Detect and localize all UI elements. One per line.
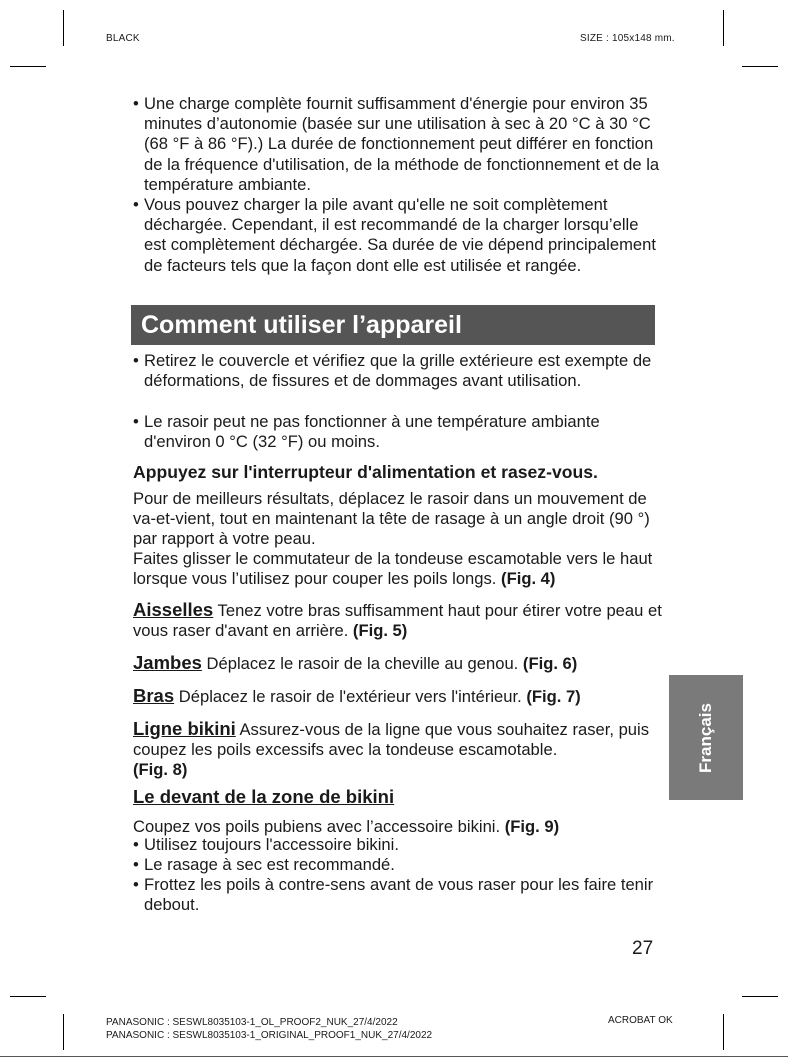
page-number: 27 [632, 938, 654, 959]
fig-ref: (Fig. 4) [501, 569, 556, 589]
section-title: Comment utiliser l’appareil [131, 305, 655, 345]
crop-mark-top-left-h [10, 66, 46, 67]
bikini-front-term: Le devant de la zone de bikini [133, 786, 395, 807]
instruction-paragraph-1: Pour de meilleurs résultats, déplacez le rasoir dans un mouvement de va-et-vient, tout en maintenant la tête de rasage à un angle droit (90 °) par rapport à votre peau. [133, 489, 650, 549]
area-term: Ligne bikini [133, 718, 236, 739]
size-label: SIZE : 105x148 mm. [580, 33, 675, 44]
area-arms [133, 686, 663, 707]
bikini-bullet-dry: • Le rasage à sec est recommandé. [133, 855, 663, 875]
area-text: Déplacez le rasoir de la cheville au genou. [201, 654, 523, 673]
bikini-front-heading [133, 787, 663, 808]
instruction-paragraph-2 [133, 549, 663, 589]
usage-bullet-temperature: • Le rasoir peut ne pas fonctionner à une température ambiante d'environ 0 °C (32 °F) ou moins. [133, 412, 663, 452]
color-label: BLACK [106, 33, 140, 44]
footer-proof-line-1: PANASONIC : SESWL8035103-1_OL_PROOF2_NUK_27/4/2022 [106, 1017, 398, 1028]
fig-ref: (Fig. 6) [522, 654, 578, 673]
area-legs [133, 653, 663, 674]
bikini-bullet-rub: • Frottez les poils à contre-sens avant de vous raser pour les faire tenir debout. [133, 875, 663, 915]
fig-ref: (Fig. 9) [504, 817, 560, 836]
power-subheading: Appuyez sur l'interrupteur d'alimentation et rasez-vous. [133, 462, 598, 482]
area-term: Bras [133, 685, 175, 706]
crop-mark-top-right-h [742, 66, 778, 67]
fig-ref: (Fig. 8) [133, 760, 188, 780]
bikini-bullet-accessory: • Utilisez toujours l'accessoire bikini. [133, 835, 663, 855]
fig-ref: (Fig. 7) [526, 687, 581, 706]
crop-mark-top-left-v [63, 10, 64, 46]
crop-mark-top-right-v [723, 10, 724, 46]
footer-status: ACROBAT OK [608, 1015, 673, 1026]
language-tab-label: Français [696, 702, 715, 773]
area-armpits [133, 600, 663, 641]
area-bikini-line [133, 719, 663, 781]
area-text: Déplacez le rasoir de l'extérieur vers l'intérieur. [174, 687, 527, 706]
area-term: Aisselles [133, 599, 214, 620]
crop-mark-bottom-right-h [742, 996, 778, 997]
language-tab [669, 675, 743, 800]
fig-ref: (Fig. 5) [352, 621, 408, 641]
bottom-border-line [0, 1056, 788, 1057]
area-text: Tenez votre bras suffisamment haut pour étirer votre peau et vous raser d'avant en arrière. [133, 601, 662, 641]
footer-proof-line-2: PANASONIC : SESWL8035103-1_ORIGINAL_PROOF1_NUK_27/4/2022 [106, 1030, 433, 1041]
instruction-paragraph-2-text: Faites glisser le commutateur de la tondeuse escamotable vers le haut lorsque vous l’utilisez pour couper les poils longs. [133, 549, 653, 589]
intro-bullet-charge: • Une charge complète fournit suffisamment d'énergie pour environ 35 minutes d’autonomie (basée sur une utilisation à sec à 20 °C à 30 °C (68 °F à 86 °F).) La durée de fonctionnement peut différer en fonction de la fréquence d'utilisation, de la méthode de fonctionnement et de la température ambiante. [133, 94, 663, 195]
crop-mark-bottom-right-v [723, 1014, 724, 1050]
bikini-front-intro-text: Coupez vos poils pubiens avec l’accessoire bikini. [133, 817, 505, 836]
intro-bullet-recharge: • Vous pouvez charger la pile avant qu'elle ne soit complètement déchargée. Cependant, il est recommandé de la charger lorsqu’elle est complètement déchargée. Sa durée de vie dépend principalement de facteurs tels que la façon dont elle est utilisée et rangée. [133, 195, 663, 276]
crop-mark-bottom-left-h [10, 996, 46, 997]
area-text: Assurez-vous de la ligne que vous souhaitez raser, puis coupez les poils excessifs avec la tondeuse escamotable. [133, 720, 650, 760]
area-term: Jambes [133, 652, 202, 673]
usage-bullet-check: • Retirez le couvercle et vérifiez que la grille extérieure est exempte de déformations, de fissures et de dommages avant utilisation. [133, 351, 663, 391]
crop-mark-bottom-left-v [63, 1014, 64, 1050]
